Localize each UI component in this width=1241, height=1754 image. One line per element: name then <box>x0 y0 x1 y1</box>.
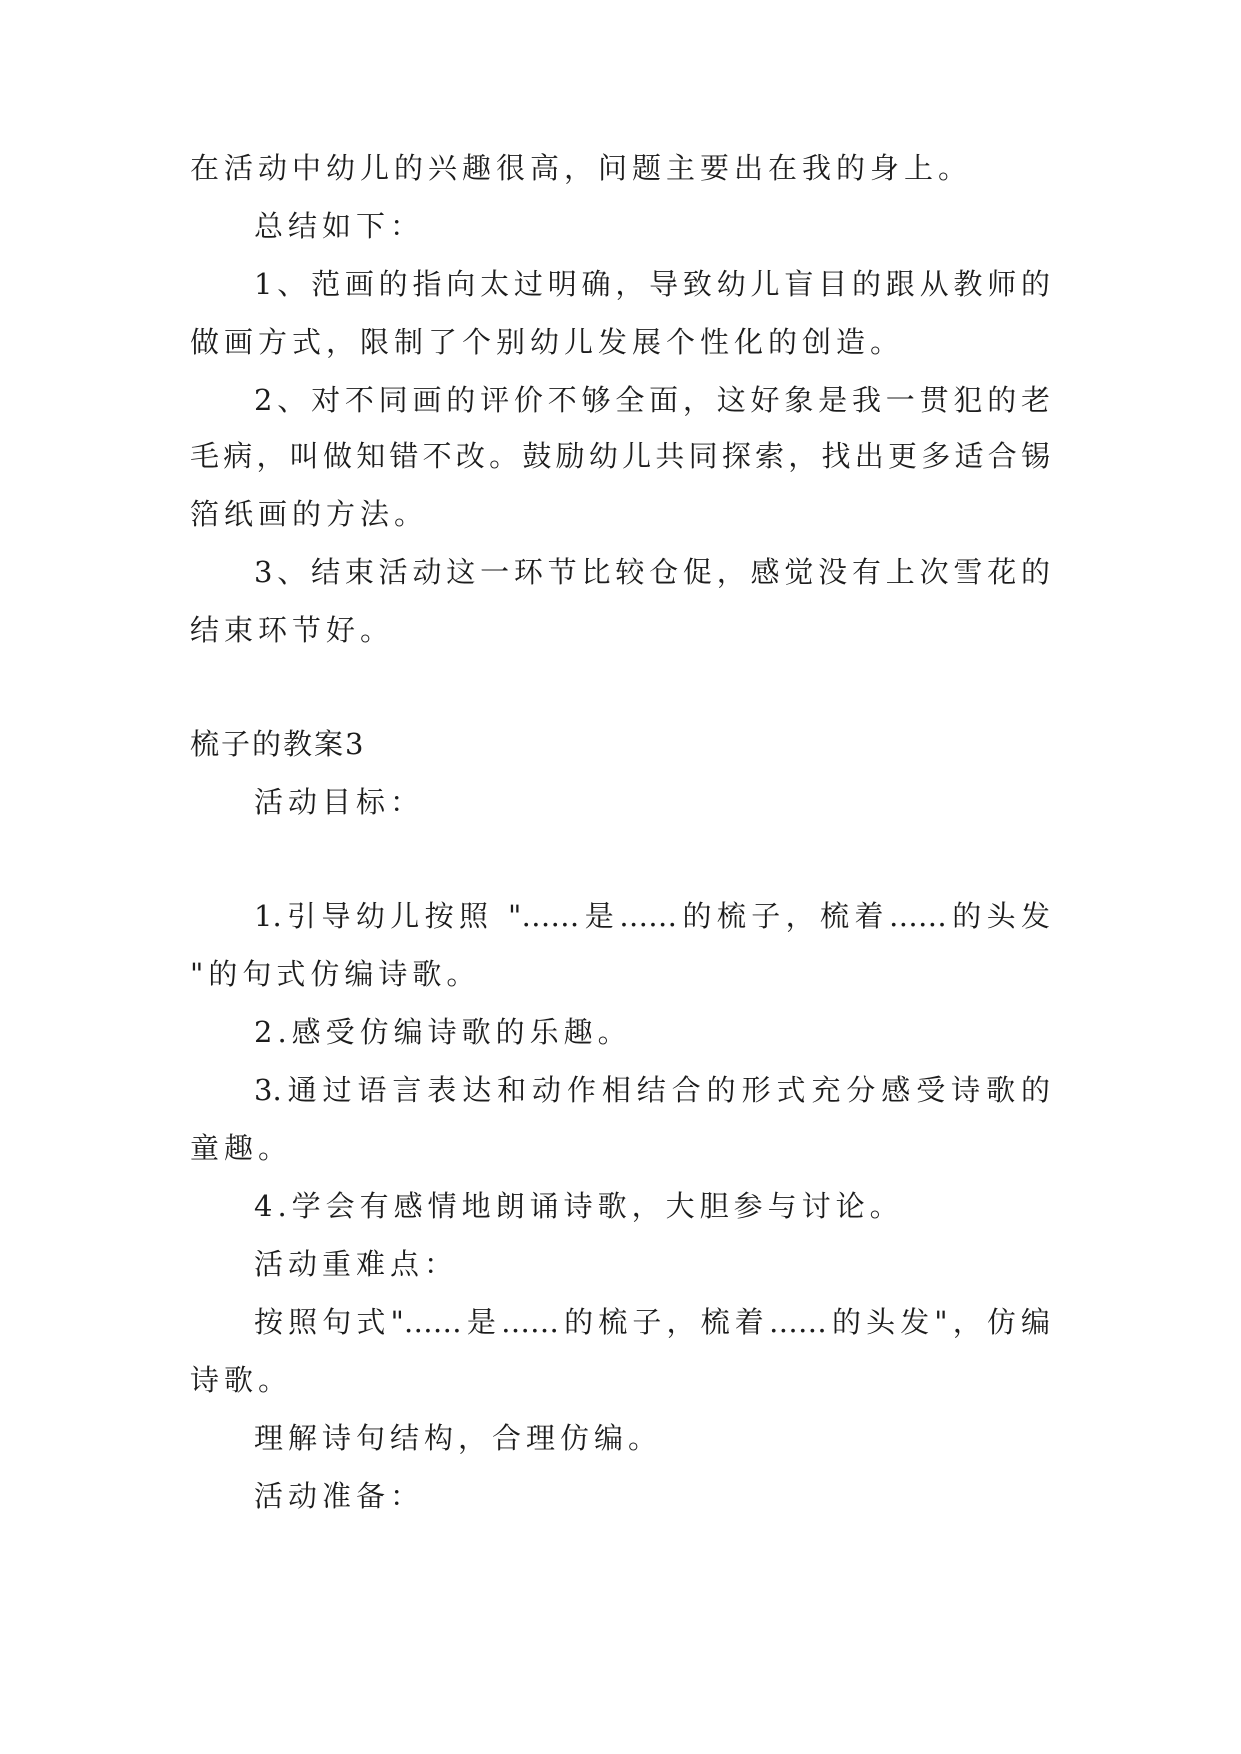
goal-2: 2.感受仿编诗歌的乐趣。 <box>254 1015 632 1049</box>
goal-1-line-2: "的句式仿编诗歌。 <box>190 957 481 991</box>
section-title: 梳子的教案3 <box>190 727 366 761</box>
goal-4: 4.学会有感情地朗诵诗歌，大胆参与讨论。 <box>254 1189 904 1223</box>
goal-3-line-1: 3.通过语言表达和动作相结合的形式充分感受诗歌的 <box>254 1073 1050 1107</box>
paragraph-line: 在活动中幼儿的兴趣很高，问题主要出在我的身上。 <box>190 151 973 185</box>
key-points-heading: 活动重难点： <box>254 1247 459 1281</box>
summary-item-2-line-1: 2、对不同画的评价不够全面，这好象是我一贯犯的老 <box>254 383 1050 417</box>
summary-item-1-line-1: 1、范画的指向太过明确，导致幼儿盲目的跟从教师的 <box>254 267 1050 301</box>
summary-item-3-line-2: 结束环节好。 <box>190 613 395 647</box>
activity-goals-heading: 活动目标： <box>254 785 425 819</box>
summary-heading: 总结如下： <box>254 209 425 243</box>
summary-item-1-line-2: 做画方式，限制了个别幼儿发展个性化的创造。 <box>190 325 905 359</box>
key-point-1-line-2: 诗歌。 <box>190 1363 293 1397</box>
goal-1-line-1: 1.引导幼儿按照 "……是……的梳子，梳着……的头发 <box>254 899 1050 933</box>
summary-item-2-line-2: 毛病，叫做知错不改。鼓励幼儿共同探索，找出更多适合锡 <box>190 439 1050 473</box>
key-point-1-line-1: 按照句式"……是……的梳子，梳着……的头发"，仿编 <box>254 1305 1050 1339</box>
key-point-2: 理解诗句结构，合理仿编。 <box>254 1421 663 1455</box>
preparation-heading: 活动准备： <box>254 1479 425 1513</box>
summary-item-2-line-3: 箔纸画的方法。 <box>190 497 429 531</box>
summary-item-3-line-1: 3、结束活动这一环节比较仓促，感觉没有上次雪花的 <box>254 555 1050 589</box>
goal-3-line-2: 童趣。 <box>190 1131 293 1165</box>
